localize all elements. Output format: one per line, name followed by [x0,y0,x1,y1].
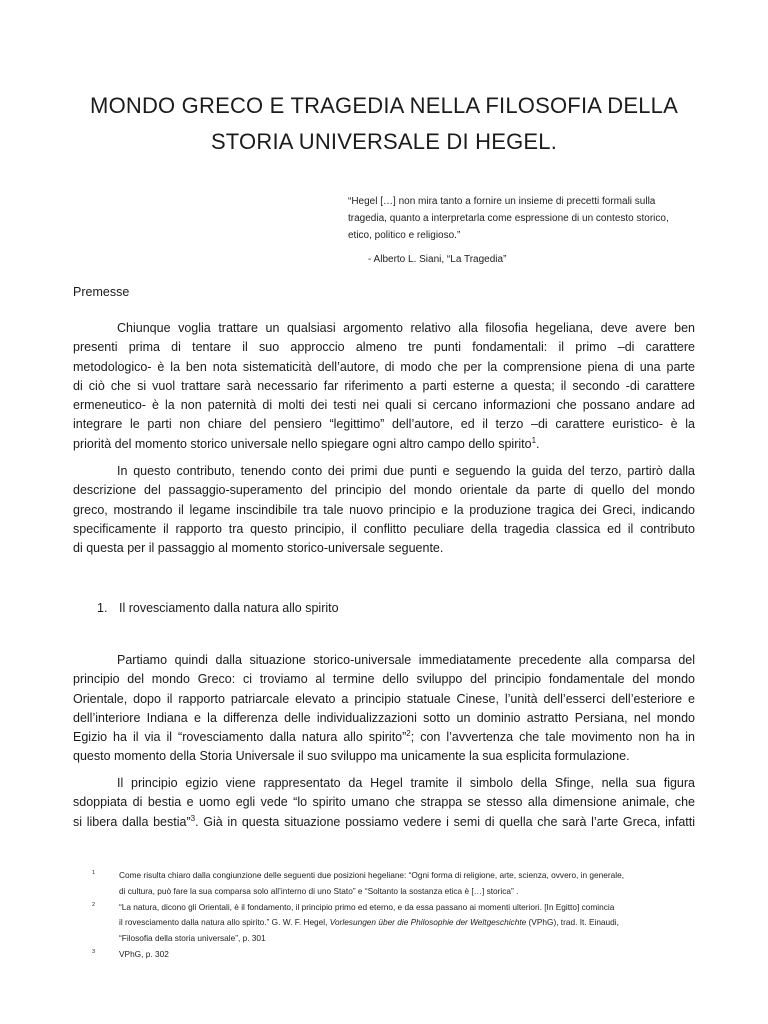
footnote-book-title: Vorlesungen über die Philosophie der Weltgeschichte [329,917,527,928]
footnote-text: (VPhG), trad. It. Einaudi, [526,917,619,928]
footnote-ref-2[interactable]: 2 [406,729,411,739]
epigraph-attribution: - Alberto L. Siani, “La Tragedia” [368,254,507,265]
footnote-line [119,915,712,931]
paragraph-line: principio del mondo Greco: ci troviamo al termine dello sviluppo del principio fondamentale del mondo [73,672,695,687]
paragraph-3 [73,651,695,767]
footnote-line: VPhG, p. 302 [119,948,169,959]
paragraph-text: ; con l’avvertenza che tale movimento non ha in [410,730,695,745]
footnote-mark: 3 [92,948,96,955]
footnote-mark: 1 [92,870,96,876]
paragraph-line: questo momento della Storia Universale il suo sviluppo ma unicamente la sua esplicita formulazione. [73,749,630,764]
footnote-line: Come risulta chiaro dalla congiunzione delle seguenti due posizioni hegeliane: “Ogni forma di religione, arte, scienza, ovvero, in generale, [119,870,625,880]
epigraph-line: “Hegel […] non mira tanto a fornire un insieme di precetti formali sulla [348,196,656,207]
paragraph-end: . [536,436,540,451]
paragraph-2 [73,462,695,558]
footnote-text: il rovesciamento dalla natura allo spirito.” G. W. F. Hegel, [119,917,330,928]
epigraph-line: etico, politico e religioso.” [348,230,461,241]
section-number: 1. [97,601,108,615]
epigraph-line: tragedia, quanto a interpretarla come espressione di un contesto storico, [348,213,669,224]
paragraph-line: ermeneutico- è la non paternità di molti dei testi nei quali si cercano informazioni che possano andare ad [73,398,695,413]
section-title: Il rovesciamento dalla natura allo spirito [119,601,339,615]
paragraph-text: Egizio ha il via il “rovesciamento dalla natura allo spirito” [73,730,407,745]
paragraph-line: Il principio egizio viene rappresentato da Hegel tramite il simbolo della Sfinge, nella sua figura [117,776,695,790]
title-line-2: STORIA UNIVERSALE DI HEGEL. [210,129,558,154]
footnotes [92,868,712,963]
footnote-3 [92,947,712,963]
paragraph-line-last [73,435,695,454]
paragraph-line: metodologico- è la ben nota sistematicità dell’autore, di modo che per la comprensione piena di una parte [73,359,695,374]
paragraph-line: dell’interiore Indiana e la differenza delle individualizzazioni sotto un dominio astratto Persiana, nel mondo [73,710,695,725]
paragraph-line: presenti prima di tentare il suo approccio almeno tre punti fondamentali: il primo –di carattere [73,340,695,355]
paragraph-line [73,813,695,832]
paragraph-1 [73,319,695,454]
footnote-mark: 2 [92,901,96,908]
paragraph-line: descrizione del passaggio-superamento del principio del mondo orientale da parte di quello del mondo [73,483,695,498]
paragraph-line: specificamente il rapporto tra questo principio, il conflitto peculiare della tragedia classica ed il contributo [73,521,695,536]
footnote-ref-3[interactable]: 3 [190,813,196,823]
paragraph-line: di questa per il passaggio al momento storico-universale seguente. [73,541,444,556]
title-line-1: MONDO GRECO E TRAGEDIA NELLA FILOSOFIA DELLA [90,93,678,118]
section-heading-premesse: Premesse [73,285,130,299]
paragraph-text: priorità del momento storico universale nello spiegare ogni altro campo dello spirito [73,436,532,451]
paragraph-line: integrare le parti non chiare del pensiero “legittimo” dell’autore, ed il terzo –di carattere euristico- è la [73,417,695,432]
paragraph-line: Partiamo quindi dalla situazione storico-universale immediatamente precedente alla comparsa del [117,653,695,667]
paragraph-line: In questo contributo, tenendo conto dei primi due punti e seguendo la guida del terzo, partirò dalla [117,464,695,478]
paragraph-line: greco, mostrando il legame inscindibile tra tale nuovo principio e la produzione tragica dei Greci, indicando [73,502,695,517]
footnote-line: di cultura, può fare la sua comparsa solo all’interno di uno Stato” e “Soltanto la sostanza etica è […] storica” . [119,885,519,896]
paragraph-line: Orientale, dopo il rapporto patriarcale elevato a principio statuale Cinese, l’unità dell’esserci dell’esteriore e [73,691,695,706]
paragraph-text: . Già in questa situazione possiamo vedere i semi di quella che sarà l’arte Greca, infatti [195,814,695,829]
paragraph-line: sdoppiata di bestia e uomo egli vede “lo spirito umano che strappa se stesso alla dimensione animale, che [73,795,695,810]
footnote-line: “Filosofia della storia universale”, p. 301 [119,933,266,944]
epigraph-quote [348,193,700,244]
section-heading-1 [97,601,339,615]
footnote-2 [92,900,712,947]
footnote-1 [92,868,712,900]
footnote-line: “La natura, dicono gli Orientali, è il fondamento, il principio primo ed eterno, e da essa passano ai momenti ulteriori. [In Egitto] comincia [119,901,615,912]
paragraph-line: di ciò che si vuol trattare sarà necessario far riferimento a parti esterne a questa; il secondo -di carattere [73,378,695,393]
footnote-ref-1[interactable]: 1 [531,435,537,445]
paragraph-line: Chiunque voglia trattare un qualsiasi argomento relativo alla filosofia hegeliana, deve avere ben [117,321,695,335]
document-title [60,88,708,160]
paragraph-text: si libera dalla bestia” [73,814,191,829]
paragraph-4 [73,774,695,832]
paragraph-line [73,728,695,747]
